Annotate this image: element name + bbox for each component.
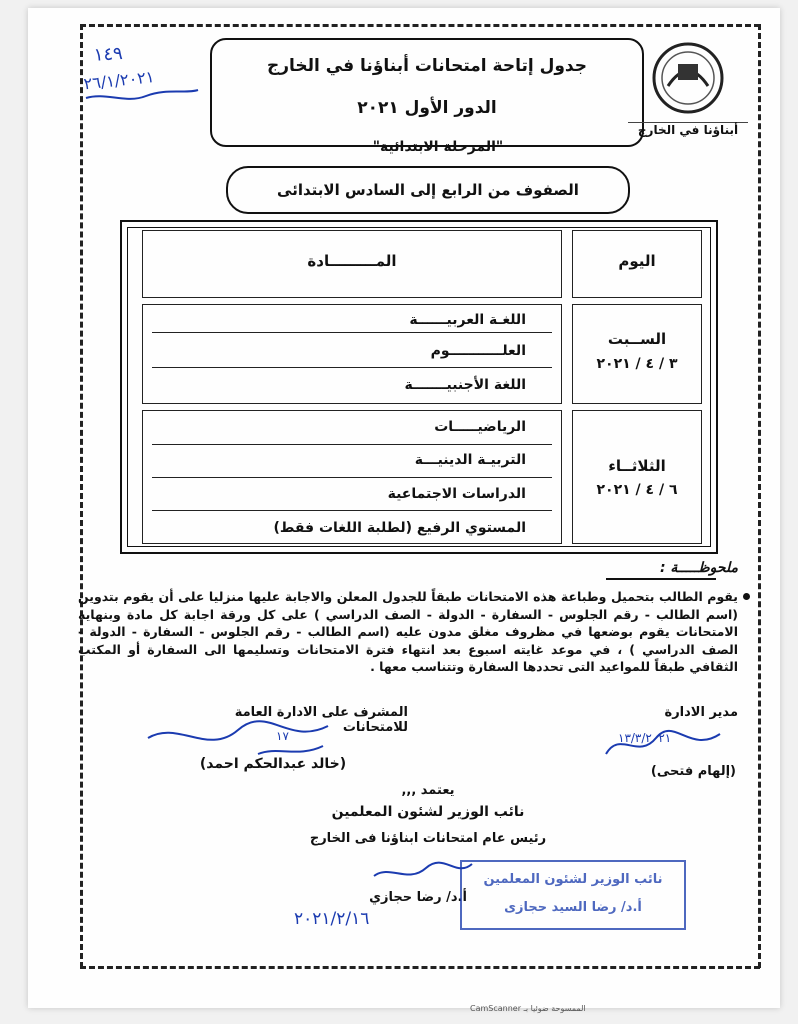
- stamp-line1: نائب الوزير لشئون المعلمين: [483, 872, 663, 887]
- header-day-label: اليوم: [618, 252, 656, 270]
- group1-day-cell: [572, 304, 702, 404]
- approval-label: يعتمد ,,,: [401, 783, 455, 798]
- supervisor-name: (خالد عبدالحكم احمد): [199, 756, 347, 772]
- approval-date: [290, 900, 430, 934]
- handwritten-number: ١٤٩: [92, 42, 124, 66]
- document-title: جدول إتاحة امتحانات أبناؤنا في الخارج: [267, 56, 587, 76]
- table-row-subject: اللغـة العربيــــــة: [409, 312, 526, 328]
- note-title: ملحوظـــــة :: [659, 560, 738, 576]
- group1-date: ٣ / ٤ / ٢٠٢١: [596, 356, 678, 372]
- table-row-subject: العلـــــــــــوم: [430, 343, 526, 359]
- approval-date-text: ٢٠٢١/٢/١٦: [294, 909, 370, 929]
- deputy-name: أ.د/ رضا حجازي: [369, 890, 467, 905]
- supervisor-signature-number: ١٧: [276, 729, 289, 743]
- group1-day: الســبت: [607, 330, 667, 348]
- director-name: (إلهام فتحى): [650, 764, 736, 779]
- supervisor-title: المشرف على الادارة العامة للامتحانات: [234, 705, 408, 735]
- ministry-logo: [628, 36, 748, 144]
- left-dashed-border: [80, 24, 83, 968]
- deputy-minister-title: نائب الوزير لشئون المعلمين: [331, 804, 525, 820]
- bullet-icon: [743, 593, 750, 600]
- group2-date: ٦ / ٤ / ٢٠٢١: [596, 482, 678, 498]
- table-row-subject: المستوي الرفيع (لطلبة اللغات فقط): [273, 520, 526, 536]
- table-row-subject: الدراسات الاجتماعية: [387, 486, 526, 502]
- note-body: يقوم الطالب بتحميل وطباعة هذه الامتحانات طبقاً للجدول المعلن والاجابة عليها منزليا على أن يقوم بتدوين (اسم الطالب - رقم الجلوس - السفارة - الدولة - الصف الدراسي ) على كل ورقة اجابة كل مادة وبنهاية الامتحانات يقوم بوضعها في مظروف مغلق مدون عليه (اسم الطالب - رقم الجلوس - السفارة - الدولة - الصف الدراسي ) ، في موعد غايته اسبوع بعد انتهاء فترة الامتحانات وتسليمها الى السفارة أو المكتب الثقافي طبقاً للمواعيد التى تحددها السفارة وتتناسب معها .: [78, 589, 738, 674]
- director-title: مدير الادارة: [664, 705, 738, 720]
- document-page: [28, 8, 780, 1008]
- group2-row-divider-b: [152, 510, 552, 511]
- document-subtitle: الدور الأول ٢٠٢١: [357, 98, 497, 118]
- official-stamp: [460, 860, 686, 930]
- group2-day-cell: [572, 410, 702, 544]
- bottom-dashed-border: [80, 966, 760, 969]
- exams-chairman-title: رئيس عام امتحانات ابناؤنا فى الخارج: [309, 831, 547, 846]
- table-row-subject: الرياضيـــــات: [434, 419, 526, 435]
- table-row-subject: اللغة الأجنبيـــــــة: [404, 377, 526, 393]
- grades-label: الصفوف من الرابع إلى السادس الابتدائى: [226, 166, 630, 214]
- top-dashed-border: [80, 24, 760, 27]
- handwritten-annotation: [76, 34, 206, 112]
- handwritten-date: ٢٦/١/٢٠٢١: [82, 67, 156, 94]
- table-row-subject: التربيـة الدينيـــة: [414, 452, 526, 468]
- stamp-line2: أ.د/ رضا السيد حجازى: [504, 900, 642, 915]
- right-dashed-border: [758, 24, 761, 968]
- group2-day: الثلاثــاء: [608, 457, 666, 475]
- stage-label: "المرحلة الابتدائية": [372, 139, 504, 155]
- header-box: [210, 38, 644, 147]
- schedule-table: [120, 220, 718, 554]
- logo-caption: أبناؤنا في الخارج: [628, 122, 748, 137]
- note-underline: [606, 578, 716, 580]
- director-signature: [598, 720, 728, 766]
- director-signature-date: ١٣/٣/٢٠٢١: [618, 731, 672, 745]
- header-subject-label: المـــــــــادة: [307, 252, 397, 270]
- scanner-watermark: CamScanner الممسوحة ضوئيا بـ: [470, 1004, 586, 1013]
